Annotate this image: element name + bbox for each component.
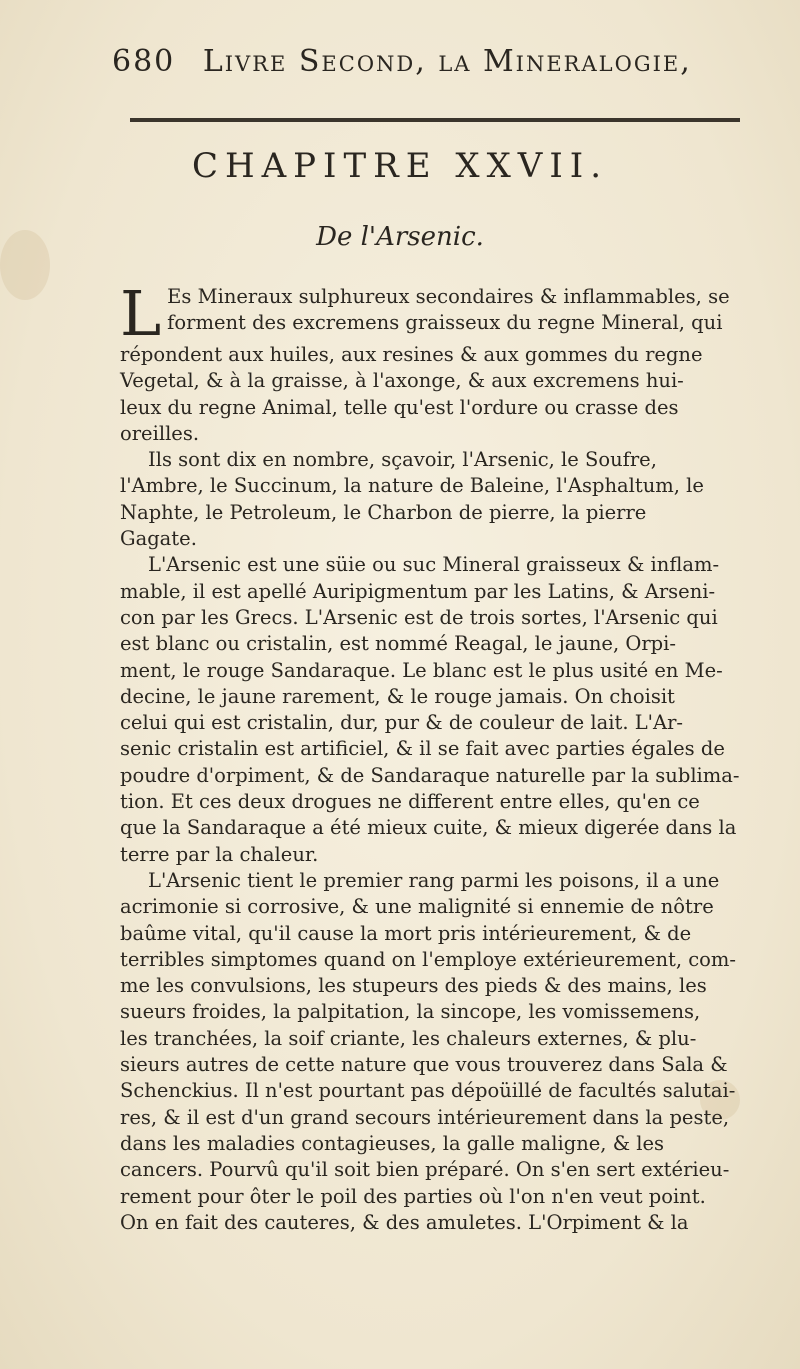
chapter-subtitle: De l'Arsenic. xyxy=(316,222,484,252)
text-line: que la Sandaraque a été mieux cuite, & mieux digerée dans la xyxy=(120,816,737,840)
text-line: rement pour ôter le poil des parties où l'on n'en veut point. xyxy=(120,1184,706,1208)
text-line: terribles simptomes quand on l'employe extérieurement, com- xyxy=(120,947,736,971)
text-line: Schenckius. Il n'est pourtant pas dépoüillé de facultés salutai- xyxy=(120,1079,736,1103)
page-number: 680 xyxy=(112,44,176,79)
text-line: Vegetal, & à la graisse, à l'axonge, & aux excremens hui- xyxy=(120,369,684,393)
text-line: celui qui est cristalin, dur, pur & de couleur de lait. L'Ar- xyxy=(120,711,684,735)
text-line: L'Arsenic est une süie ou suc Mineral graisseux & inflam- xyxy=(148,553,720,577)
text-line: On en fait des cauteres, & des amuletes. L'Orpiment & la xyxy=(120,1210,689,1234)
text-line: oreilles. xyxy=(120,421,200,445)
paragraph-1 xyxy=(120,277,752,447)
text-line: l'Ambre, le Succinum, la nature de Baleine, l'Asphaltum, le xyxy=(120,474,704,498)
text-line: est blanc ou cristalin, est nommé Reagal, le jaune, Orpi- xyxy=(120,632,676,656)
text-line: Gagate. xyxy=(120,527,197,551)
text-line: poudre d'orpiment, & de Sandaraque naturelle par la sublima- xyxy=(120,763,740,787)
text-line: leux du regne Animal, telle qu'est l'ordure ou crasse des xyxy=(120,395,679,419)
chapter-title: CHAPITRE XXVII. xyxy=(191,146,609,186)
text-line: mable, il est apellé Auripigmentum par les Latins, & Arseni- xyxy=(120,579,716,603)
paragraph-2 xyxy=(120,447,752,552)
header-rule xyxy=(130,118,740,122)
text-line: les tranchées, la soif criante, les chaleurs externes, & plu- xyxy=(120,1026,697,1050)
text-line: Es Mineraux sulphureux secondaires & inflammables, se xyxy=(167,285,730,308)
text-line: Ils sont dix en nombre, sçavoir, l'Arsenic, le Soufre, xyxy=(148,448,657,472)
body-text xyxy=(120,277,752,1236)
running-title: Livre Second, la Mineralogie, xyxy=(202,44,692,79)
text-line: Naphte, le Petroleum, le Charbon de pierre, la pierre xyxy=(120,500,647,524)
text-line: tion. Et ces deux drogues ne different entre elles, qu'en ce xyxy=(120,790,700,814)
drop-cap: L xyxy=(120,277,162,350)
text-line: cancers. Pourvû qu'il soit bien préparé. On s'en sert extérieu- xyxy=(120,1158,730,1182)
text-line: dans les maladies contagieuses, la galle maligne, & les xyxy=(120,1131,665,1155)
text-line: senic cristalin est artificiel, & il se fait avec parties égales de xyxy=(120,737,725,761)
text-line: forment des excremens graisseux du regne Mineral, qui xyxy=(167,311,723,335)
text-line: res, & il est d'un grand secours intérieurement dans la peste, xyxy=(120,1105,730,1129)
text-line: sueurs froides, la palpitation, la sincope, les vomissemens, xyxy=(120,1000,701,1024)
text-line: L'Arsenic tient le premier rang parmi les poisons, il a une xyxy=(148,868,720,892)
text-line: baûme vital, qu'il cause la mort pris intérieurement, & de xyxy=(120,921,692,945)
paragraph-4 xyxy=(120,868,752,1236)
running-header xyxy=(112,44,712,88)
text-line: me les convulsions, les stupeurs des pieds & des mains, les xyxy=(120,974,707,998)
text-line: répondent aux huiles, aux resines & aux gommes du regne xyxy=(120,343,703,366)
paragraph-3 xyxy=(120,552,752,868)
text-line: decine, le jaune rarement, & le rouge jamais. On choisit xyxy=(120,684,675,708)
text-line: con par les Grecs. L'Arsenic est de trois sortes, l'Arsenic qui xyxy=(120,605,718,629)
text-line: acrimonie si corrosive, & une malignité si ennemie de nôtre xyxy=(120,895,714,919)
text-line: ment, le rouge Sandaraque. Le blanc est le plus usité en Me- xyxy=(120,658,723,682)
text-line: terre par la chaleur. xyxy=(120,842,319,866)
text-line: sieurs autres de cette nature que vous trouverez dans Sala & xyxy=(120,1053,728,1077)
